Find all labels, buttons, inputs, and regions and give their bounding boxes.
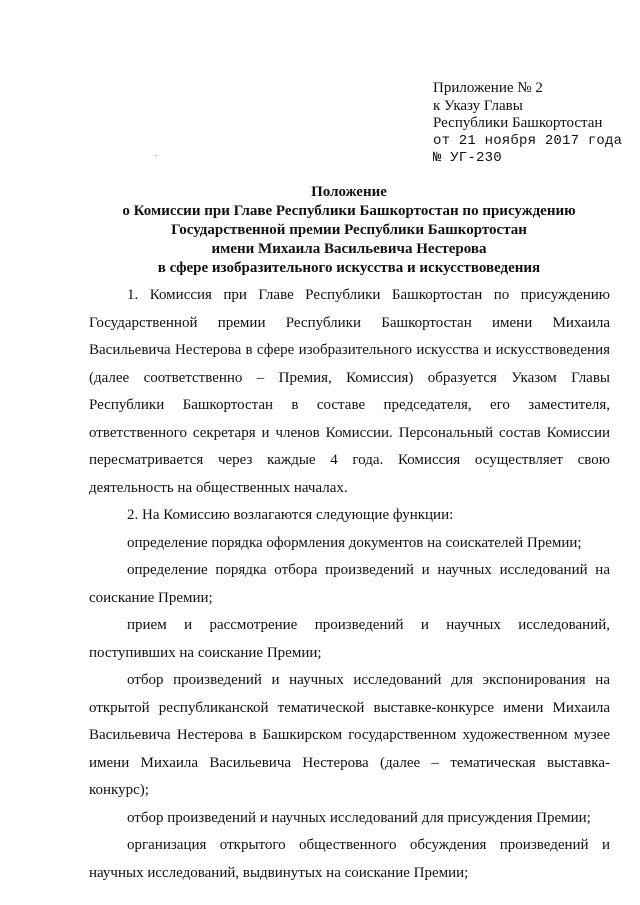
title-line-2: о Комиссии при Главе Республики Башкортостан по присуждению: [122, 203, 576, 219]
paragraph-1: 1. Комиссия при Главе Республики Башкортостан по присуждению Государственной премии Республики Башкортостан имени Михаила Васильевича Нестерова в сфере изобразительного искусства и искусствоведения (далее соответственно – Премия, Комиссия) образуется Указом Главы Республики Башкортостан в составе председателя, его заместителя, ответственного секретаря и членов Комиссии. Персональный состав Комиссии пересматривается через каждые 4 года. Комиссия осуществляет свою деятельность на общественных началах.: [89, 287, 610, 496]
title-line-3: Государственной премии Республики Башкортостан: [171, 222, 527, 238]
paragraph-3: определение порядка оформления документов на соискателей Премии;: [127, 534, 582, 551]
document-body: [89, 282, 610, 887]
appendix-date: от 21 ноября 2017 года: [433, 132, 623, 149]
title-line-1: Положение: [311, 184, 387, 200]
paragraph-6: отбор произведений и научных исследований для экспонирования на открытой республиканской тематической выставке-конкурсе имени Михаила Васильевича Нестерова в Башкирском государственном художественном музее имени Михаила Васильевича Нестерова (далее – тематическая выставка-конкурс);: [89, 672, 610, 798]
paragraph-4: определение порядка отбора произведений и научных исследований на соискание Премии;: [89, 562, 610, 606]
appendix-number: № УГ-230: [433, 150, 502, 166]
paragraph-7: отбор произведений и научных исследований для присуждения Премии;: [127, 809, 591, 826]
paragraph-5: прием и рассмотрение произведений и научных исследований, поступивших на соискание Премии;: [89, 617, 610, 661]
document-title: [60, 183, 638, 278]
appendix-title: Приложение № 2: [433, 80, 543, 96]
title-line-4: имени Михаила Васильевича Нестерова: [211, 241, 487, 257]
appendix-decree-ref: к Указу Главы: [433, 97, 523, 114]
scan-speck: [155, 155, 157, 156]
title-line-5: в сфере изобразительного искусства и искусствоведения: [157, 260, 541, 276]
paragraph-8: организация открытого общественного обсуждения произведений и научных исследований, выдвинутых на соискание Премии;: [89, 837, 610, 881]
appendix-republic: Республики Башкортостан: [433, 115, 603, 131]
paragraph-2: 2. На Комиссию возлагаются следующие функции:: [127, 507, 454, 523]
appendix-block: [433, 80, 622, 168]
